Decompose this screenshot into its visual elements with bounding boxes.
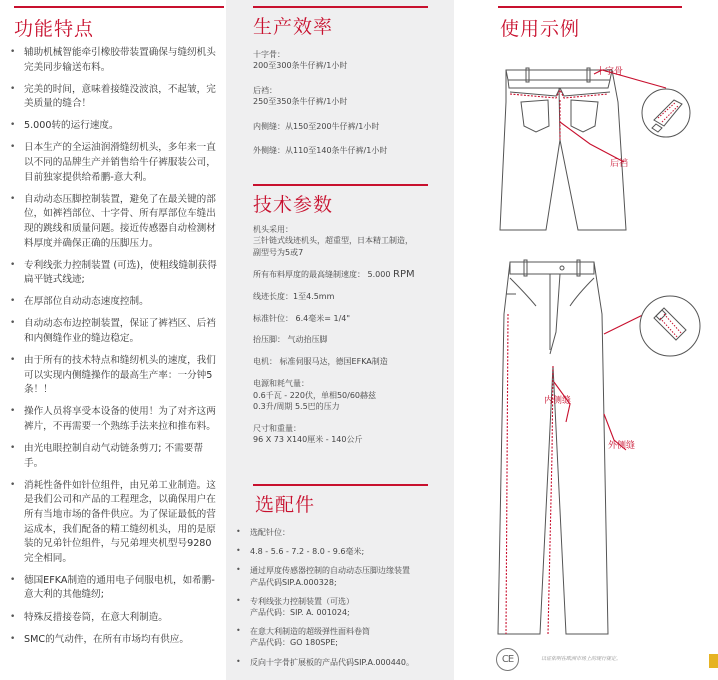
max-speed-label: 所有布料厚度的最高缝制速度： 5.000 [253,269,391,279]
feature-item: • 特殊反措接卷筒，在意大利制造。 [10,611,220,626]
tech-power [253,378,458,412]
feature-item: • 操作人员将享受本设备的使用！为了对齐这两裤片，不再需要一个熟练手法来拉和推布料。 [10,405,220,434]
ce-mark-icon: CE [496,648,519,671]
tech-foot: 抬压脚： 气动抬压脚 [253,335,328,345]
efficiency-line: 250至350条牛仔裤/1小时 [253,97,348,107]
option-line: • 通过厚度传感器控制的自动动态压脚边缘装置 [250,566,410,576]
option-line: • 专利线张力控制装置（可选） [250,596,354,606]
seam-detail-circle [642,89,690,137]
size-head: 尺寸和重量： [253,423,301,433]
feature-item: • 在厚部位自动动态速度控制。 [10,295,220,310]
efficiency-line: 后裆： [253,85,277,95]
tech-head-line: 三针链式线迹机头，超重型，日本精工制造， [253,236,413,246]
feature-item: • 由于所有的技术特点和缝纫机头的速度，我们可以实现内侧缝操作的最高生产率：一分钟5条！！ [10,354,220,398]
label-outseam: 外侧缝 [608,441,636,451]
efficiency-item [253,85,458,108]
efficiency-item [253,49,458,72]
feature-item: • 自动动态压脚控制装置，避免了在最关键的部位，如裤裆部位、十字骨、所有厚部位车缝出现的跳线和质量问题。接近传感器自动检测材料厚度并确保正确的压脚压力。 [10,193,220,251]
jeans-front-outline [498,262,608,634]
option-item [234,596,450,618]
feature-item: • 由光电眼控制自动气动链条剪刀; 不需要帮手。 [10,442,220,471]
tech-section [253,184,458,456]
option-line: 产品代码SIP.A.000328; [250,577,337,587]
tech-rule [253,184,428,186]
feature-item: • SMC的气动件，在所有市场均有供应。 [10,633,220,648]
options-section [234,484,450,676]
efficiency-section [253,6,458,169]
specs-panel [226,0,454,680]
jeans-front-illustration [486,254,718,644]
option-line: • 在意大利制造的超级弹性面料卷筒 [250,627,370,637]
tech-head [253,224,458,258]
option-item [234,626,450,648]
efficiency-rule [253,6,428,8]
features-title: 功能特点 [14,18,95,40]
feature-item: • 辅助机械智能牵引橡胶带装置确保与缝纫机头完美同步输送布料。 [10,46,220,75]
option-line: 产品代码：GO 180SPE; [250,638,338,648]
tech-max-speed [253,269,458,280]
option-line: 产品代码：SIP. A. 001024; [250,608,350,618]
option-line: • 选配针位： [250,528,290,537]
label-back-rise: 后裆 [610,159,629,169]
efficiency-item [253,121,458,132]
option-item [234,657,450,668]
feature-item: • 德国EFKA制造的通用电子伺服电机，如希鹏-意大利的其他缝纫; [10,574,220,603]
label-crotch: 十字骨 [596,67,624,77]
examples-title: 使用示例 [500,18,581,40]
options-rule [253,484,428,486]
tech-head-label: 机头采用： [253,225,293,234]
feature-item: • 专利线张力控制装置 (可选)，使粗线缝制获得扁平链式线迹; [10,259,220,288]
efficiency-line: 外侧缝：从110至140条牛仔裤/1小时 [253,146,388,156]
options-list [234,527,450,668]
tech-stitch: 线迹长度：1至4.5mm [253,291,335,301]
feature-item: • 完美的时间，意味着接缝没波浪，不起皱，完美质量的缝合！ [10,83,220,112]
examples-rule [498,6,682,8]
option-item [234,527,450,538]
efficiency-list [253,49,458,156]
efficiency-line: 200至300条牛仔裤/1小时 [253,61,348,71]
tech-gauge: 标准针位： 6.4毫米= 1/4" [253,313,351,323]
feature-item: • 自动动态布边控制装置，保证了裤裆区、后裆和内侧缝作业的缝边稳定。 [10,317,220,346]
efficiency-line: 内侧缝：从150至200牛仔裤/1小时 [253,121,380,131]
ce-note: 以证依明在欧洲市场上的现行规定。 [541,656,622,662]
feature-item: • 消耗性备件如针位组件，由兄弟工业制造。这是我们公司和产品的工程理念，以确保用户在所有当地市场的备件供应。为了保证最低的营运成本，我们配备的精工缝纫机头，用的是原装的兄弟针位组件，与兄弟埋夹机型号9280完全相同。 [10,479,220,567]
efficiency-title: 生产效率 [253,16,334,38]
efficiency-line: 十字骨： [253,50,285,59]
option-line: • 4.8 - 5.6 - 7.2 - 8.0 - 9.6毫米; [250,547,365,557]
seam-detail-circle [640,296,700,356]
label-inseam: 内侧缝 [544,396,572,406]
power-head: 电源和耗气量： [253,379,309,389]
tech-size [253,423,458,446]
power-line: 0.3升/周期 5.5巴的压力 [253,402,340,412]
max-speed-unit: RPM [393,268,415,280]
tech-motor: 电机： 标准伺服马达，德国EFKA制造 [253,357,388,367]
feature-item: • 日本生产的全运油润滑缝纫机头，多年来一直以不同的品牌生产并销售给牛仔裤服装公司，目前独家提供给希鹏-意大利。 [10,141,220,185]
size-line: 96 X 73 X140厘米 - 140公斤 [253,435,363,445]
power-line: 0.6千瓦 - 220伏，单相50/60赫兹 [253,390,377,400]
feature-item: • 5.000转的运行速度。 [10,119,220,134]
features-rule [14,6,224,8]
option-item [234,546,450,557]
corner-tag [709,654,718,668]
examples-column [486,0,718,680]
tech-head-line: 副型号为5或7 [253,247,304,257]
features-list [10,46,220,655]
tech-title: 技术参数 [253,194,334,216]
option-line: • 反向十字骨扩展板的产品代码SIP.A.000440。 [250,657,414,667]
option-item [234,565,450,587]
options-title: 选配件 [255,494,316,516]
efficiency-item [253,145,458,156]
